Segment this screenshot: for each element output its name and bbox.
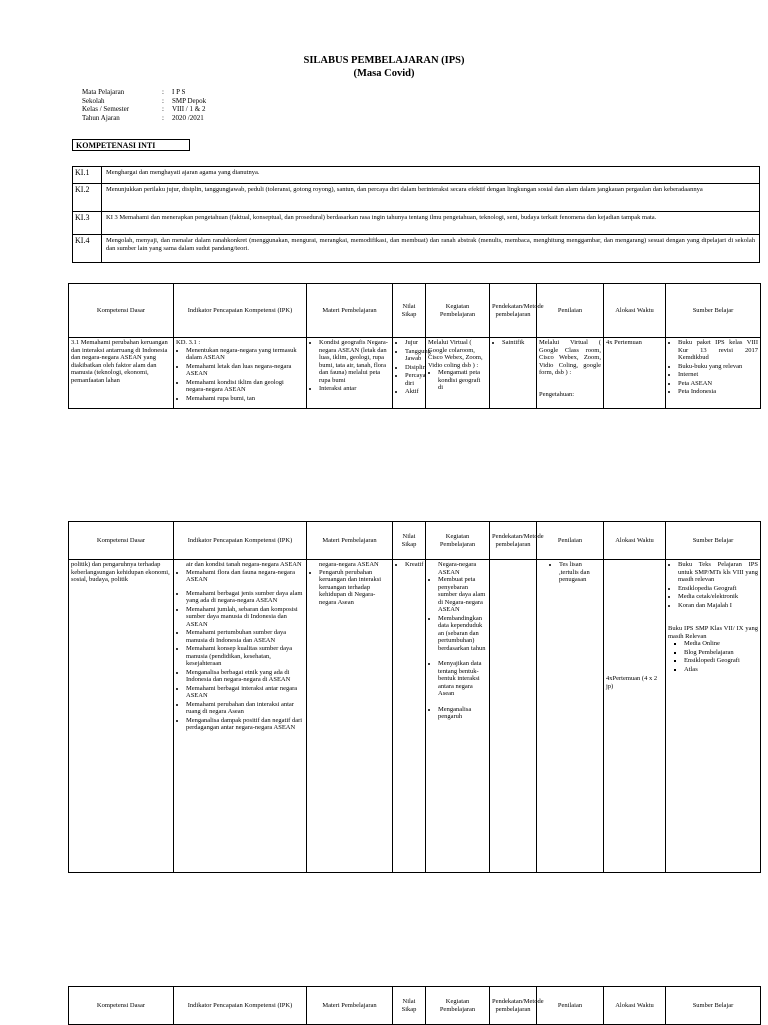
table-row [69, 560, 761, 873]
header-row: Kompetensi Dasar Indikator Pencapaian Kompetensi (IPK) Materi Pembelajaran Nilai Sikap Kegiatan Pembelajaran Pendekatan/Metode pembelajaran Penilaian Alokasi Waktu Sumber Belajar [69, 987, 761, 1025]
meta-row: Mata Pelajaran : I P S [82, 88, 186, 96]
sumber-cell: • Buku Teks Pelajaran IPS untuk SMP/MTs kls VIII yang masih relevan • Ensiklopedia Geografi • Media cetak/elektronik • Koran dan Majalah I Buku IPS SMP Klas VII/ IX yang masih Relevan ▪ Media Online ▪ Blog Pembelajaran ▪ Ensiklopedi Geografi ▪ Atlas [666, 560, 761, 873]
metode-cell: • Saintifik [490, 338, 537, 409]
ki-row: KI.4 Mengolah, menyaji, dan menalar dalam ranahkonkret (menggunakan, mengurai, merangkai, memodifikasi, dan membuat) dan ranah abstrak (menulis, membaca, menghitung menggambar, dan mengarang) sesuai dengan yang dipelajari di sekolah dan sumber lain yang sama dalam sudut pandang/teori. [73, 235, 760, 263]
kegiatan-cell: Melalui Virtual ( Google colaroom, Cisco Webex, Zoom, Vidio coling dsb ) : • Mengamati peta kondisi geografi di [426, 338, 490, 409]
sikap-cell: • Kreatif [393, 560, 426, 873]
syllabus-table-2 [68, 521, 761, 873]
penilaian-cell: Melalui Virtual ( Google Class room, Cisco Webex, Zoom, Vidio Coling, google form, dsb ) : Pengetahuan: [537, 338, 604, 409]
meta-row: Kelas / Semester : VIII / 1 & 2 [82, 105, 206, 113]
identity-block [82, 88, 206, 122]
meta-row: Sekolah : SMP Depok [82, 96, 207, 105]
sumber-cell: • Buku paket IPS kelas VIII Kur 13 revisi 2017 Kemdikbud • Buku-buku yang relevan • Internet • Peta ASEAN • Peta Indonesia [666, 338, 761, 409]
ipk-cell: air dan kondisi tanah negara-negara ASEAN • Memahami flora dan fauna negara-negara ASEAN • Memahami berbagai jenis sumber daya alam yang ada di negara-negara ASEAN • Memahami jumlah, sebaran dan komposisi sumber daya manusia di Indonesia dan ASEAN • Memahami pertumbuhan sumber daya manusia di Indonesia dan ASEAN • Memahami konsep kualitas sumber daya manusia (pendidikan, kesehatan, kesejahteraan • Menganalisa berbagai etnik yang ada di Indonesia dan negara-negara di ASEAN • Memahami berbagai interaksi antar negara ASEAN • Memahami perubahan dan interaksi antar ruang di negara Asean • Menganalisa dampak positif dan negatif dari perdagangan antar negara-negara ASEAN [174, 560, 307, 873]
table-row [69, 338, 761, 409]
materi-cell: negara-negara ASEAN • Pengaruh perubahan keruangan dan interaksi keruangan terhadap kehidupan di Negara-negara Asean [307, 560, 393, 873]
alokasi-cell: 4x Pertemuan [604, 338, 666, 409]
metode-cell [490, 560, 537, 873]
alokasi-cell: 4xPertemuan (4 x 2 jp) [604, 560, 666, 873]
sikap-cell: • Jujur • Tanggung Jawab • Disiplin • Percaya diri • Aktif [393, 338, 426, 409]
materi-cell: • Kondisi geografis Negara-negara ASEAN (letak dan luas, iklim, geologi, rupa bumi, tata air, tanah, flora dan fauna) melalui peta rupa bumi • Interaksi antar [307, 338, 393, 409]
kegiatan-cell: Negara-negara ASEAN • Membuat peta penyebaran sumber daya alam di Negara-negara ASEAN • Membandingkan data kependuduk an (sebaran dan pertumbuhan) berdasarkan tahun • Menyajikan data tentang bentuk-bentuk interaksi antara negara Asean • Menganalisa pengaruh [426, 560, 490, 873]
ki-table [72, 166, 760, 263]
syllabus-table-1 [68, 283, 761, 409]
kd-cell: politik) dan pengaruhnya terhadap keberlangsungan kehidupan ekonomi, sosial, budaya, politik [69, 560, 174, 873]
ki-row: KI.2 Menunjukkan perilaku jujur, disiplin, tanggungjawab, peduli (toleransi, gotong royong), santun, dan percaya diri dalam berinteraksi secara efektif dengan lingkungan sosial dan alam dalam jangkauan pergaulan dan keberadaannya [73, 184, 760, 212]
ki-row: KI.3 KI 3 Memahami dan menerapkan pengetahuan (faktual, konseptual, dan prosedural) berdasarkan rasa ingin tahunya tentang ilmu pengetahuan, teknologi, seni, budaya terkait fenomena dan kejadian tampak mata. [73, 212, 760, 235]
header-row: Kompetensi Dasar Indikator Pencapaian Kompetensi (IPK) Materi Pembelajaran Nilai Sikap Kegiatan Pembelajaran Pendekatan/Metode pembelajaran Penilaian Alokasi Waktu Sumber Belajar [69, 284, 761, 338]
ipk-cell: KD. 3.1 : • Menentukan negara-negara yang termasuk dalam ASEAN • Memahami letak dan luas negara-negara ASEAN • Memahami kondisi iklim dan geologi negara-negara ASEAN • Memahami rupa bumi, tan [174, 338, 307, 409]
document-subtitle: (Masa Covid) [353, 68, 415, 79]
ki-header: KOMPETENASI INTI [72, 139, 190, 151]
penilaian-cell: • Tes lisan ,tertulis dan penugasan [537, 560, 604, 873]
header-row: Kompetensi Dasar Indikator Pencapaian Kompetensi (IPK) Materi Pembelajaran Nilai Sikap Kegiatan Pembelajaran Pendekatan/Metode pembelajaran Penilaian Alokasi Waktu Sumber Belajar [69, 522, 761, 560]
ki-row: KI.1 Menghargai dan menghayati ajaran agama yang dianutnya. [73, 167, 760, 184]
meta-row: Tahun Ajaran : 2020 /2021 [82, 113, 204, 122]
syllabus-table-3 [68, 986, 761, 1025]
document-title: SILABUS PEMBELAJARAN (IPS) [303, 55, 465, 66]
kd-cell: 3.1 Memahami perubahan keruangan dan interaksi antarruang di Indonesia dan negara-negara ASEAN yang diakibatkan oleh faktor alam dan manusia (teknologi, ekonomi, pemanfaatan lahan [69, 338, 174, 409]
